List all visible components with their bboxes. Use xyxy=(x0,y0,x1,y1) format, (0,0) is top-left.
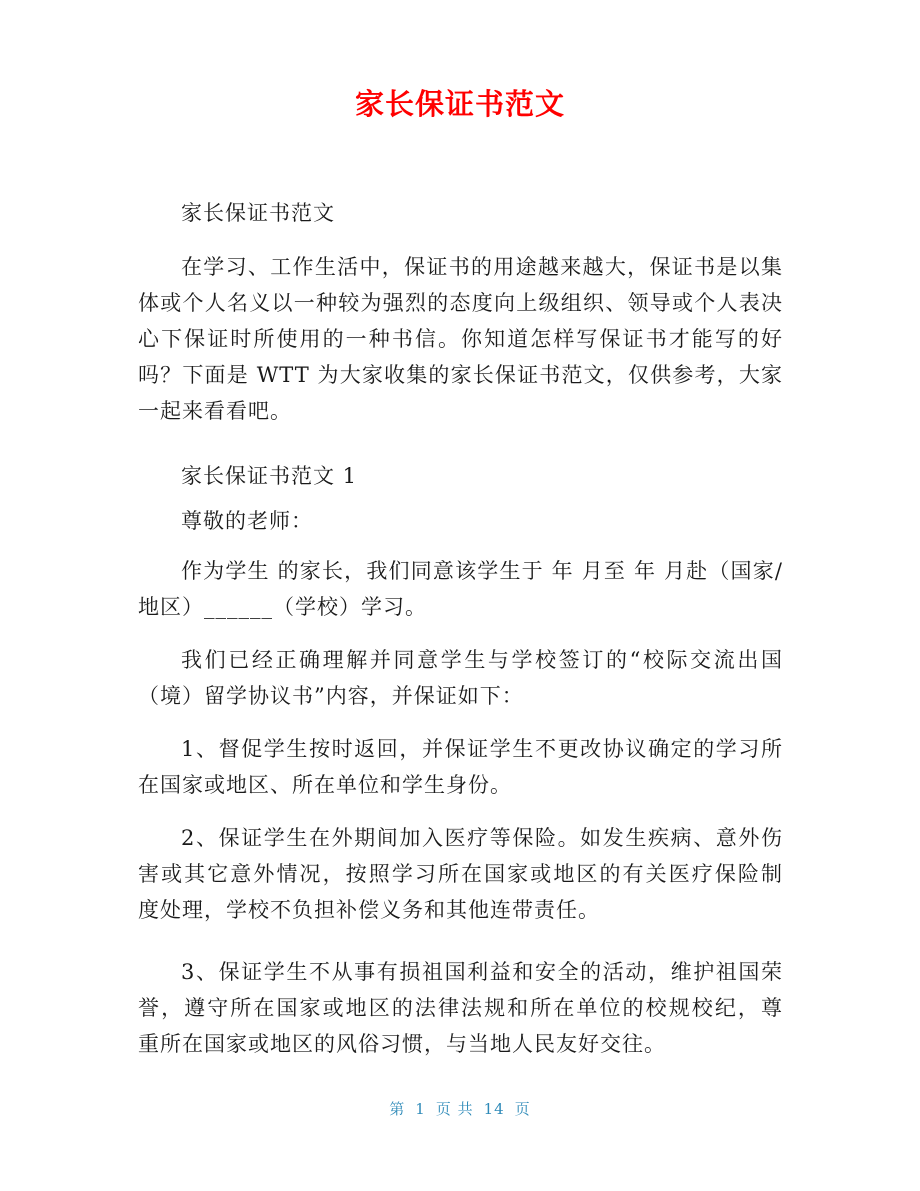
consent-paragraph: 作为学生 的家长，我们同意该学生于 年 月至 年 月赴（国家/地区）______（学校）学习。 xyxy=(138,559,783,619)
footer-total-pages: 14 xyxy=(483,1100,505,1118)
clause-3: 3、保证学生不从事有损祖国利益和安全的活动，维护祖国荣誉，遵守所在国家或地区的法律法规和所在单位的校规校纪，尊 重所在国家或地区的风俗习惯，与当地人民友好交往。 xyxy=(138,960,783,1056)
agreement-paragraph: 我们已经正确理解并同意学生与学校签订的“校际交流出国（境）留学协议书”内容，并保证如下： xyxy=(138,648,783,708)
footer-middle: 页 共 xyxy=(435,1100,474,1118)
footer-page-number: 1 xyxy=(415,1100,426,1118)
page-footer xyxy=(0,1098,920,1119)
clause-1: 1、督促学生按时返回，并保证学生不更改协议确定的学习所在国家或地区、所在单位和学生身份。 xyxy=(138,737,783,797)
footer-prefix: 第 xyxy=(389,1100,406,1118)
footer-suffix: 页 xyxy=(514,1100,531,1118)
salutation: 尊敬的老师： xyxy=(181,509,313,533)
document-title: 家长保证书范文 xyxy=(354,87,565,121)
clause-2: 2、保证学生在外期间加入医疗等保险。如发生疾病、意外伤害或其它意外情况，按照学习所在国家或地区的有关医疗保险制 度处理，学校不负担补偿义务和其他连带责任。 xyxy=(138,826,783,922)
section-heading: 家长保证书范文 1 xyxy=(181,464,358,488)
subtitle-paragraph: 家长保证书范文 xyxy=(181,201,335,225)
intro-paragraph: 在学习、工作生活中，保证书的用途越来越大，保证书是以集体或个人名义以一种较为强烈的态度向上级组织、领导或个人表决心下保证时所使用的一种书信。你知道怎样写保证书才能写的好吗？下面是 WTT 为大家收集的家长保证书范文，仅供参考，大家一起来看看吧。 xyxy=(138,255,783,423)
